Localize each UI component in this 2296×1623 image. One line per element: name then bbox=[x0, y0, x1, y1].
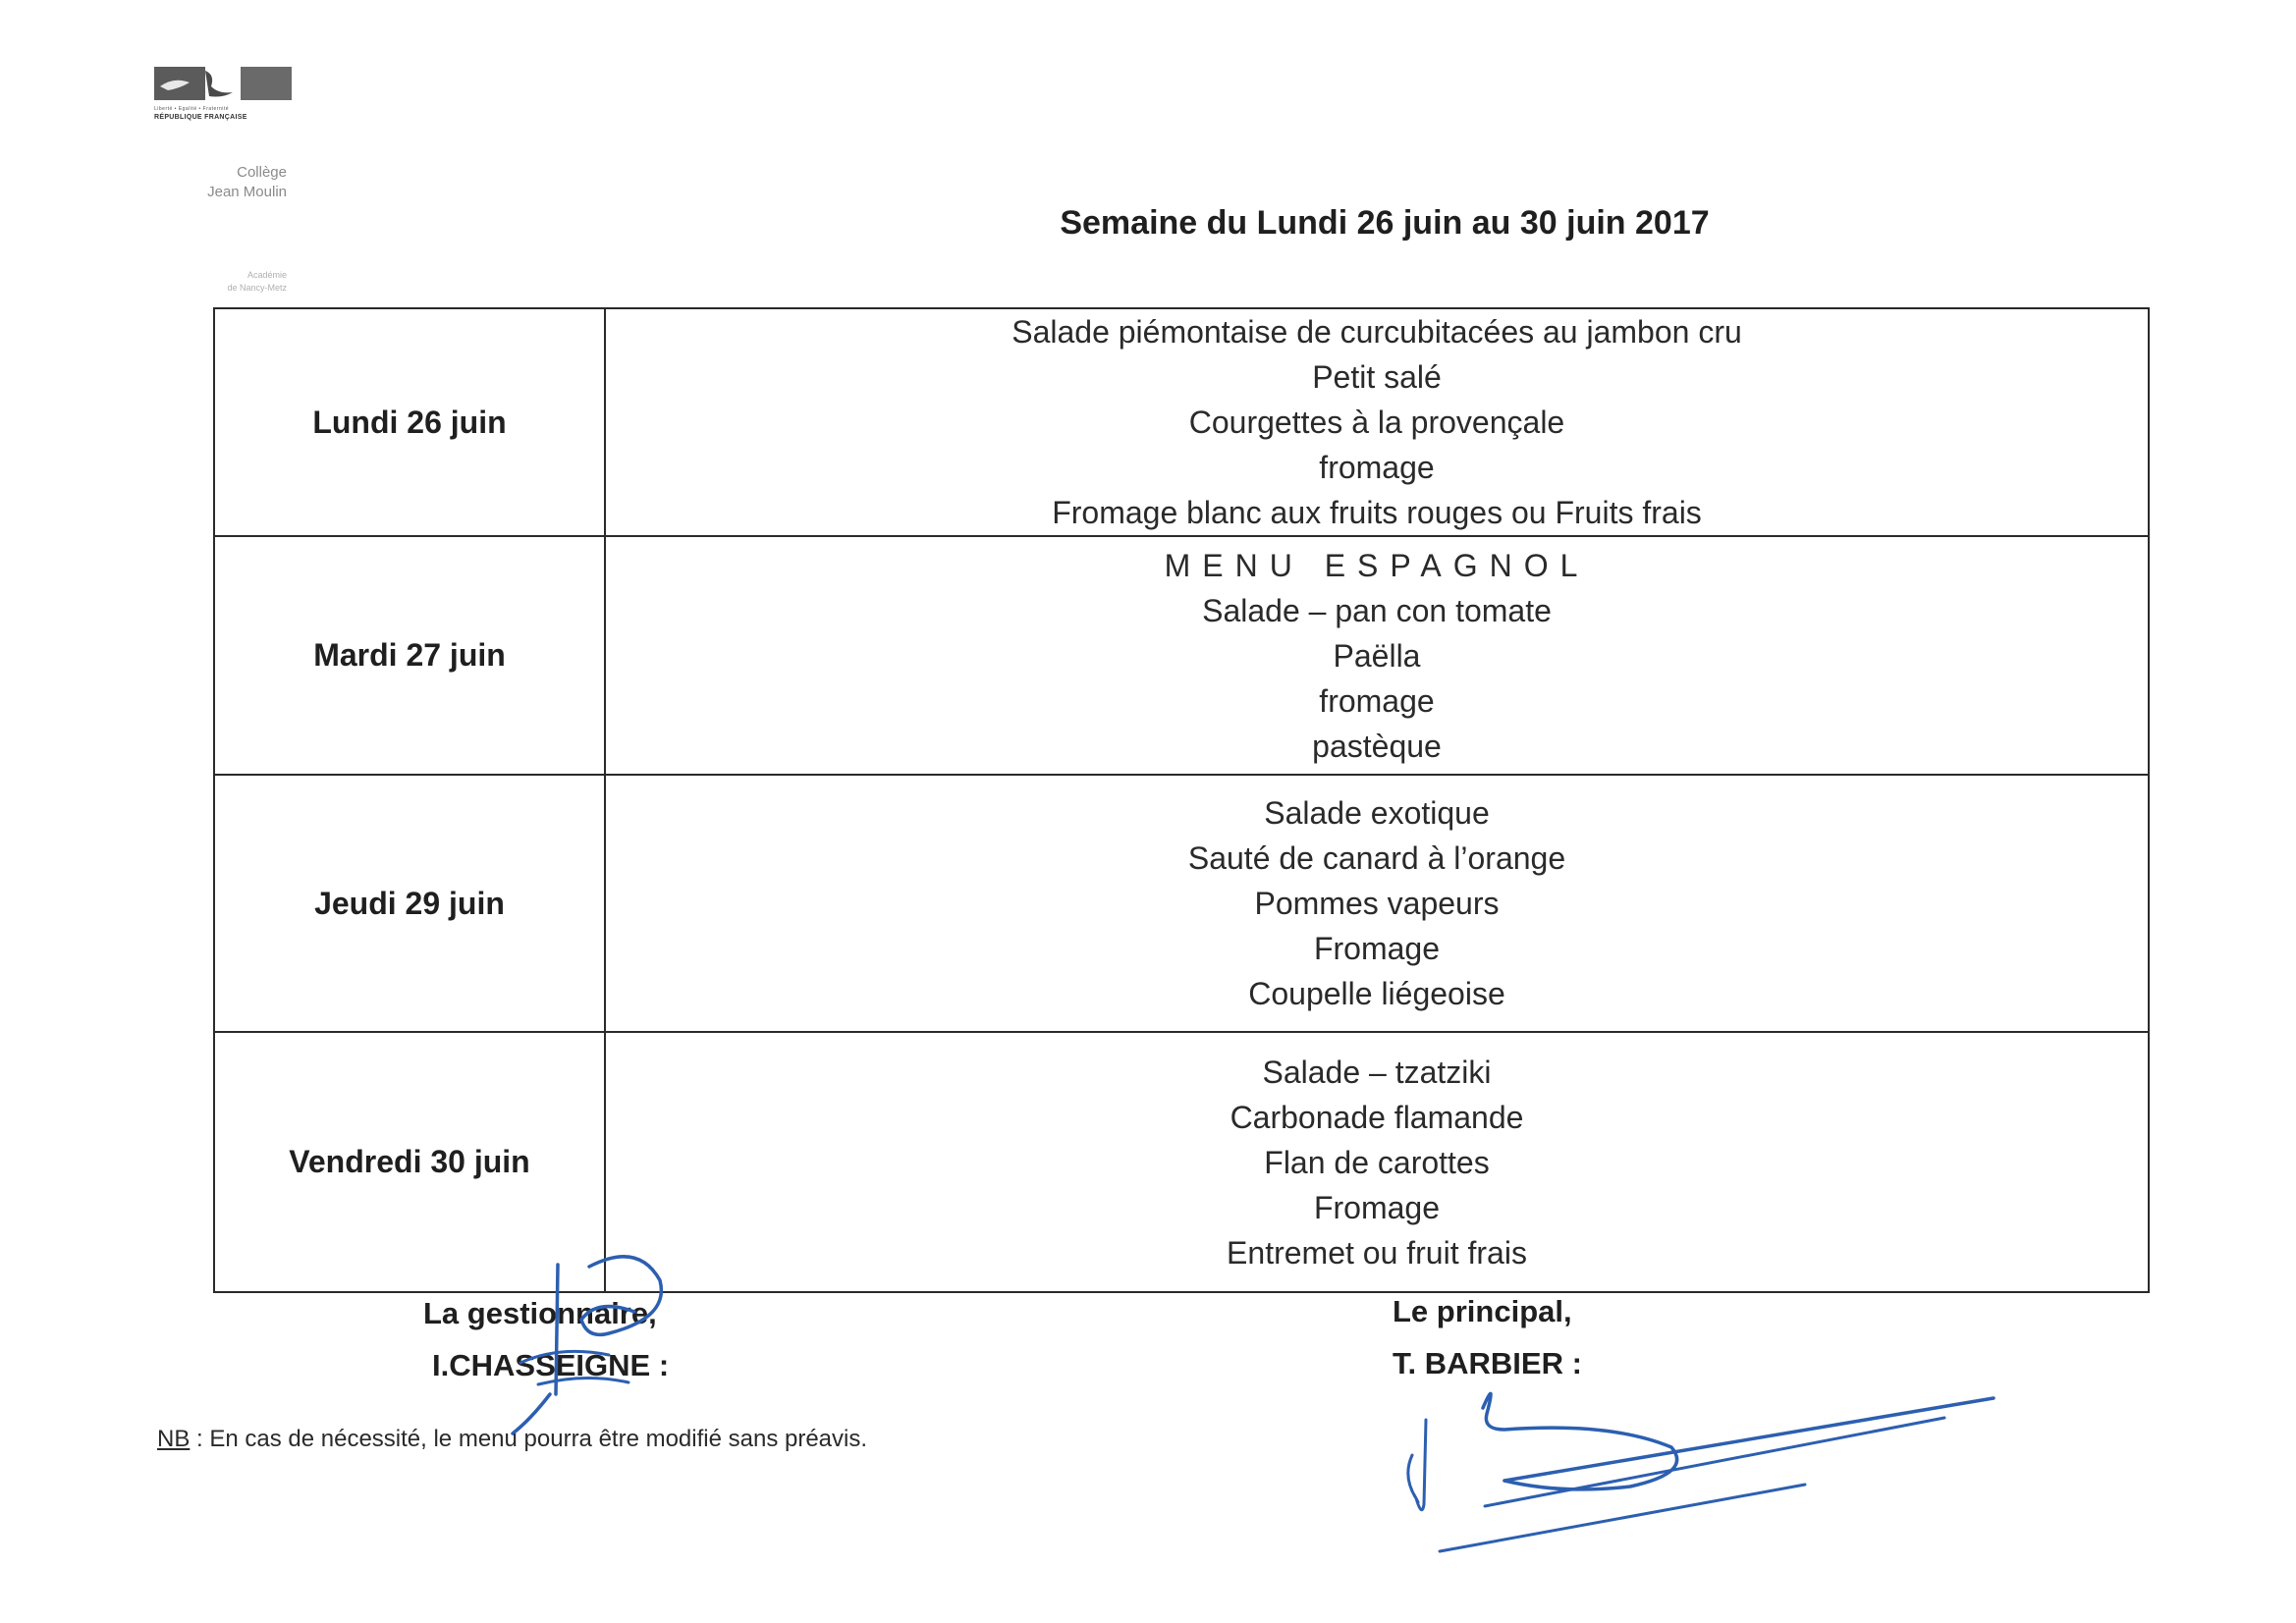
dish-item: Pommes vapeurs bbox=[1254, 886, 1500, 921]
dish-item: Fromage blanc aux fruits rouges ou Fruits frais bbox=[1052, 495, 1702, 530]
dish-item: Salade – tzatziki bbox=[1262, 1054, 1492, 1090]
menu-table bbox=[213, 307, 2150, 1293]
dish-item: Coupelle liégeoise bbox=[1248, 976, 1505, 1011]
gestionnaire-signature bbox=[491, 1247, 687, 1443]
day-label: Mardi 27 juin bbox=[215, 537, 606, 774]
table-row bbox=[215, 309, 2148, 537]
dish-item: fromage bbox=[1319, 450, 1435, 485]
table-row bbox=[215, 776, 2148, 1033]
principal-label: Le principal, bbox=[1393, 1294, 1572, 1328]
day-label: Lundi 26 juin bbox=[215, 309, 606, 535]
principal-signature bbox=[1394, 1371, 2003, 1567]
dish-item: Courgettes à la provençale bbox=[1188, 405, 1565, 440]
day-label: Jeudi 29 juin bbox=[215, 776, 606, 1031]
principal-name: T. BARBIER : bbox=[1393, 1346, 1582, 1380]
signature-stroke bbox=[1440, 1485, 1805, 1551]
dish-item: Entremet ou fruit frais bbox=[1227, 1234, 1527, 1271]
dish-item: Salade – pan con tomate bbox=[1202, 592, 1552, 628]
footnote-key: NB bbox=[157, 1426, 191, 1452]
college-line-1: Collège bbox=[237, 164, 287, 181]
dish-item: Salade piémontaise de curcubitacées au jambon cru bbox=[1011, 314, 1742, 350]
gestionnaire-name: I.CHASSEIGNE : bbox=[432, 1348, 670, 1382]
dish-item: Fromage bbox=[1313, 931, 1441, 966]
dish-item: pastèque bbox=[1312, 728, 1442, 764]
table-row bbox=[215, 537, 2148, 776]
footnote-text: : En cas de nécessité, le menu pourra être modifié sans préavis. bbox=[190, 1426, 868, 1452]
dish-list bbox=[606, 776, 2148, 1031]
dish-list bbox=[606, 537, 2148, 774]
dish-item: Petit salé bbox=[1312, 359, 1442, 395]
dish-item: Salade exotique bbox=[1264, 795, 1490, 831]
dish-item: Paëlla bbox=[1333, 637, 1421, 674]
emblem-motto: Liberté • Égalité • Fraternité bbox=[154, 106, 230, 112]
republique-francaise-label: RÉPUBLIQUE FRANÇAISE bbox=[154, 114, 247, 121]
dish-item: Sauté de canard à l’orange bbox=[1187, 840, 1566, 876]
signature-stroke bbox=[1485, 1418, 1944, 1506]
page-title: Semaine du Lundi 26 juin au 30 juin 2017 bbox=[1060, 204, 1710, 242]
dish-item: fromage bbox=[1319, 682, 1435, 719]
republique-francaise-logo bbox=[154, 67, 292, 122]
academie-name bbox=[147, 269, 287, 295]
college-line-2: Jean Moulin bbox=[207, 184, 287, 200]
dish-item: Carbonade flamande bbox=[1230, 1099, 1524, 1135]
signature-stroke bbox=[520, 1351, 629, 1384]
signature-stroke bbox=[1408, 1420, 1426, 1510]
dish-list bbox=[606, 1033, 2148, 1291]
day-label: Vendredi 30 juin bbox=[215, 1033, 606, 1291]
college-name bbox=[147, 163, 287, 202]
dish-item: Fromage bbox=[1313, 1189, 1441, 1225]
dish-item: Flan de carottes bbox=[1264, 1144, 1490, 1180]
marianne-emblem-icon bbox=[154, 67, 292, 102]
academie-line-1: Académie bbox=[246, 270, 287, 280]
dish-list bbox=[606, 309, 2148, 535]
gestionnaire-label: La gestionnaire, bbox=[423, 1296, 657, 1330]
academie-line-2: de Nancy-Metz bbox=[227, 283, 287, 293]
footnote bbox=[157, 1426, 867, 1453]
signature-stroke bbox=[513, 1265, 558, 1434]
signature-stroke bbox=[1504, 1398, 1994, 1481]
signature-stroke bbox=[581, 1257, 661, 1335]
menu-theme-heading: MENU ESPAGNOL bbox=[1164, 547, 1590, 583]
